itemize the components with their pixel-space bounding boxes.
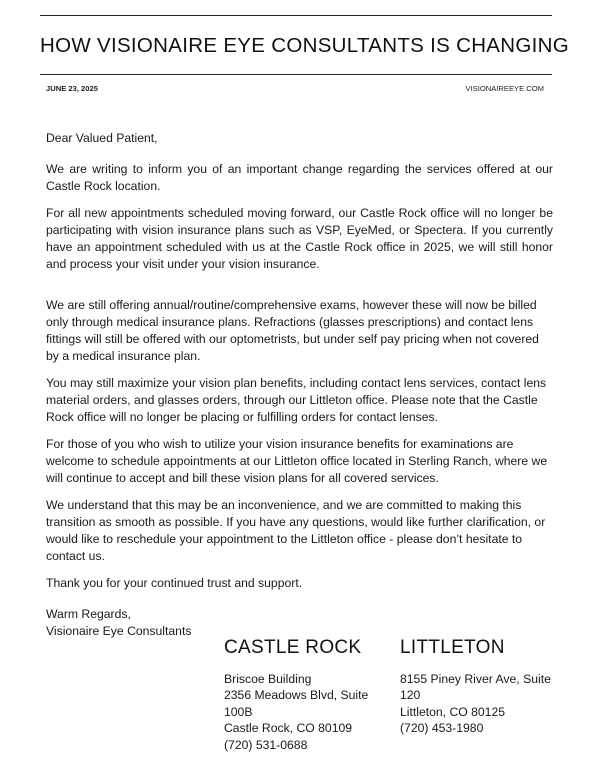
city-state-zip: Castle Rock, CO 80109 <box>224 721 353 735</box>
building-name: Briscoe Building <box>224 671 312 686</box>
letter-body <box>46 130 553 640</box>
city-state-zip: Littleton, CO 80125 <box>400 704 506 719</box>
paragraph-1: We are writing to inform you of an important change regarding the services offered at our Castle Rock location. <box>46 162 553 193</box>
salutation: Dear Valued Patient, <box>46 131 158 145</box>
location-name: CASTLE ROCK <box>224 637 362 658</box>
header-rule <box>40 74 552 75</box>
location-littleton <box>400 637 552 737</box>
paragraph-7: Thank you for your continued trust and support. <box>46 576 303 590</box>
signature: Visionaire Eye Consultants <box>46 624 192 638</box>
location-name: LITTLETON <box>400 637 505 658</box>
page-title: HOW VISIONAIRE EYE CONSULTANTS IS CHANGING <box>40 34 569 57</box>
paragraph-3: We are still offering annual/routine/comprehensive exams, however these will now be billed only through medical insurance plans. Refractions (glasses prescriptions) and contact lens fittings will still be offered with our optometrists, but under self pay pricing when not covered by a medical insurance plan. <box>46 298 539 363</box>
website-link[interactable]: VISIONAIREEYE.COM <box>465 84 544 93</box>
street-address: 8155 Piney River Ave, Suite 120 <box>400 671 551 702</box>
location-castle-rock <box>224 637 374 753</box>
paragraph-2: For all new appointments scheduled moving forward, our Castle Rock office will no longer be participating with vision insurance plans such as VSP, EyeMed, or Spectera. If you currently have an appointment scheduled with us at the Castle Rock office in 2025, we will still honor and process your visit under your vision insurance. <box>46 206 553 271</box>
top-rule <box>40 15 552 16</box>
letter-date: JUNE 23, 2025 <box>46 84 98 93</box>
street-address: 2356 Meadows Blvd, Suite 100B <box>224 688 369 719</box>
phone-number[interactable]: (720) 531-0688 <box>224 737 308 752</box>
phone-number[interactable]: (720) 453-1980 <box>400 721 484 735</box>
paragraph-5: For those of you who wish to utilize your vision insurance benefits for examinations are welcome to schedule appointments at our Littleton office located in Sterling Ranch, where we will continue to accept and bill these vision plans for all covered services. <box>46 437 548 485</box>
paragraph-4: You may still maximize your vision plan benefits, including contact lens services, contact lens material orders, and glasses orders, through our Littleton office. Please note that the Castle Rock office will no longer be placing or fulfilling orders for contact lenses. <box>46 376 547 424</box>
closing: Warm Regards, <box>46 607 131 621</box>
paragraph-6: We understand that this may be an inconvenience, and we are committed to making this transition as smooth as possible. If you have any questions, would like further clarification, or would like to reschedule your appointment to the Littleton office - please don’t hesitate to contact us. <box>46 498 546 563</box>
